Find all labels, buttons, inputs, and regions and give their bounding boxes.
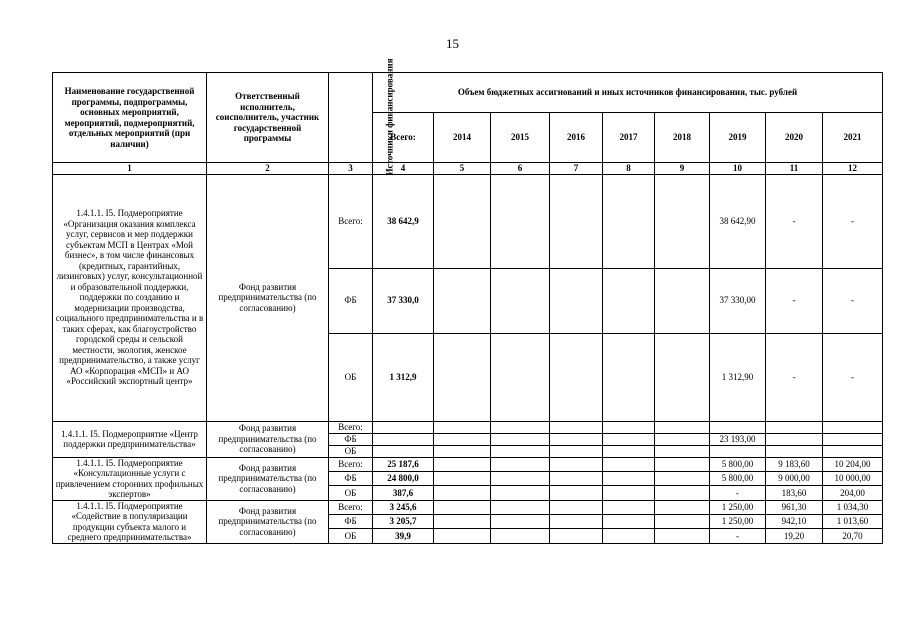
responsible-executor: Фонд развития предпринимательства (по согласованию) bbox=[207, 457, 329, 500]
value-cell-2015 bbox=[491, 500, 550, 514]
header-name: Наименование государственной программы, подпрограммы, основных мероприятий, мероприятий, подмероприятий, отдельных мероприятий (при наличии) bbox=[53, 73, 207, 163]
col-number: 7 bbox=[550, 163, 603, 175]
funding-source: ОБ bbox=[329, 486, 373, 500]
funding-source: ОБ bbox=[329, 529, 373, 543]
value-cell-2020: - bbox=[766, 268, 823, 333]
value-cell-2016 bbox=[550, 174, 603, 268]
value-cell-2018 bbox=[655, 486, 710, 500]
table-body bbox=[53, 174, 883, 543]
value-cell-2015 bbox=[491, 421, 550, 433]
total-cell: 38 642,9 bbox=[373, 174, 434, 268]
value-cell-2017 bbox=[603, 529, 655, 543]
page-number: 15 bbox=[446, 36, 459, 51]
value-cell-2015 bbox=[491, 333, 550, 421]
column-number-row bbox=[53, 163, 883, 175]
value-cell-2015 bbox=[491, 433, 550, 445]
funding-source: Всего: bbox=[329, 457, 373, 471]
value-cell-2019: 1 250,00 bbox=[710, 514, 766, 528]
value-cell-2019: 1 250,00 bbox=[710, 500, 766, 514]
value-cell-2018 bbox=[655, 333, 710, 421]
col-number: 5 bbox=[434, 163, 491, 175]
value-cell-2014 bbox=[434, 529, 491, 543]
value-cell-2019: 1 312,90 bbox=[710, 333, 766, 421]
activity-name: 1.4.1.1. I5. Подмероприятие «Содействие в популяризации продукции субъекта малого и среднего предпринимательства» bbox=[53, 500, 207, 543]
value-cell-2016 bbox=[550, 421, 603, 433]
value-cell-2020: - bbox=[766, 333, 823, 421]
value-cell-2019: 5 800,00 bbox=[710, 457, 766, 471]
value-cell-2018 bbox=[655, 500, 710, 514]
total-cell: 3 205,7 bbox=[373, 514, 434, 528]
funding-source: ФБ bbox=[329, 433, 373, 445]
value-cell-2021: 20,70 bbox=[823, 529, 883, 543]
value-cell-2015 bbox=[491, 486, 550, 500]
value-cell-2014 bbox=[434, 174, 491, 268]
value-cell-2015 bbox=[491, 457, 550, 471]
value-cell-2018 bbox=[655, 421, 710, 433]
header-year-2020: 2020 bbox=[766, 113, 823, 163]
col-number: 1 bbox=[53, 163, 207, 175]
total-cell: 39,9 bbox=[373, 529, 434, 543]
value-cell-2017 bbox=[603, 457, 655, 471]
value-cell-2021: - bbox=[823, 174, 883, 268]
value-cell-2014 bbox=[434, 500, 491, 514]
total-cell: 3 245,6 bbox=[373, 500, 434, 514]
funding-source: Всего: bbox=[329, 174, 373, 268]
total-cell: 1 312,9 bbox=[373, 333, 434, 421]
value-cell-2021: 10 204,00 bbox=[823, 457, 883, 471]
value-cell-2016 bbox=[550, 445, 603, 457]
value-cell-2020: 942,10 bbox=[766, 514, 823, 528]
value-cell-2021 bbox=[823, 445, 883, 457]
header-volume: Объем бюджетных ассигнований и иных источников финансирования, тыс. рублей bbox=[373, 73, 883, 113]
value-cell-2021: - bbox=[823, 333, 883, 421]
value-cell-2014 bbox=[434, 486, 491, 500]
value-cell-2018 bbox=[655, 174, 710, 268]
value-cell-2014 bbox=[434, 421, 491, 433]
responsible-executor: Фонд развития предпринимательства (по согласованию) bbox=[207, 500, 329, 543]
funding-source: ОБ bbox=[329, 445, 373, 457]
value-cell-2015 bbox=[491, 471, 550, 485]
value-cell-2021: 1 013,60 bbox=[823, 514, 883, 528]
funding-source: ФБ bbox=[329, 514, 373, 528]
value-cell-2019: - bbox=[710, 486, 766, 500]
value-cell-2021 bbox=[823, 421, 883, 433]
activity-name: 1.4.1.1. I5. Подмероприятие «Консультационные услуги с привлечением сторонних профильных экспертов» bbox=[53, 457, 207, 500]
total-cell: 25 187,6 bbox=[373, 457, 434, 471]
value-cell-2014 bbox=[434, 445, 491, 457]
value-cell-2014 bbox=[434, 514, 491, 528]
value-cell-2018 bbox=[655, 433, 710, 445]
value-cell-2016 bbox=[550, 500, 603, 514]
header-year-2019: 2019 bbox=[710, 113, 766, 163]
value-cell-2015 bbox=[491, 268, 550, 333]
header-year-2014: 2014 bbox=[434, 113, 491, 163]
value-cell-2016 bbox=[550, 433, 603, 445]
table-row bbox=[53, 457, 883, 471]
value-cell-2015 bbox=[491, 445, 550, 457]
total-cell: 37 330,0 bbox=[373, 268, 434, 333]
value-cell-2017 bbox=[603, 421, 655, 433]
value-cell-2018 bbox=[655, 471, 710, 485]
value-cell-2020: 19,20 bbox=[766, 529, 823, 543]
funding-source: ФБ bbox=[329, 268, 373, 333]
value-cell-2017 bbox=[603, 433, 655, 445]
value-cell-2016 bbox=[550, 486, 603, 500]
activity-name: 1.4.1.1. I5. Подмероприятие «Центр поддержки предпринимательства» bbox=[53, 421, 207, 457]
header-year-2021: 2021 bbox=[823, 113, 883, 163]
value-cell-2017 bbox=[603, 500, 655, 514]
value-cell-2015 bbox=[491, 529, 550, 543]
value-cell-2015 bbox=[491, 514, 550, 528]
col-number: 8 bbox=[603, 163, 655, 175]
value-cell-2016 bbox=[550, 529, 603, 543]
value-cell-2017 bbox=[603, 471, 655, 485]
col-number: 2 bbox=[207, 163, 329, 175]
col-number: 10 bbox=[710, 163, 766, 175]
value-cell-2021: 1 034,30 bbox=[823, 500, 883, 514]
value-cell-2014 bbox=[434, 433, 491, 445]
total-cell bbox=[373, 421, 434, 433]
value-cell-2016 bbox=[550, 333, 603, 421]
responsible-executor: Фонд развития предпринимательства (по согласованию) bbox=[207, 174, 329, 421]
value-cell-2021: 204,00 bbox=[823, 486, 883, 500]
col-number: 3 bbox=[329, 163, 373, 175]
value-cell-2017 bbox=[603, 445, 655, 457]
value-cell-2019 bbox=[710, 445, 766, 457]
funding-source: ФБ bbox=[329, 471, 373, 485]
responsible-executor: Фонд развития предпринимательства (по согласованию) bbox=[207, 421, 329, 457]
value-cell-2018 bbox=[655, 529, 710, 543]
value-cell-2019: 5 800,00 bbox=[710, 471, 766, 485]
col-number: 12 bbox=[823, 163, 883, 175]
value-cell-2017 bbox=[603, 174, 655, 268]
value-cell-2015 bbox=[491, 174, 550, 268]
table-row bbox=[53, 174, 883, 268]
value-cell-2018 bbox=[655, 457, 710, 471]
funding-source: Всего: bbox=[329, 421, 373, 433]
value-cell-2016 bbox=[550, 471, 603, 485]
col-number: 9 bbox=[655, 163, 710, 175]
header-responsible: Ответственный исполнитель, соисполнитель, участник государственной программы bbox=[207, 73, 329, 163]
value-cell-2020 bbox=[766, 433, 823, 445]
value-cell-2014 bbox=[434, 268, 491, 333]
table-row bbox=[53, 500, 883, 514]
total-cell bbox=[373, 445, 434, 457]
funding-source: ОБ bbox=[329, 333, 373, 421]
value-cell-2020 bbox=[766, 445, 823, 457]
total-cell bbox=[373, 433, 434, 445]
total-cell: 387,6 bbox=[373, 486, 434, 500]
total-cell: 24 800,0 bbox=[373, 471, 434, 485]
value-cell-2014 bbox=[434, 333, 491, 421]
value-cell-2019: - bbox=[710, 529, 766, 543]
value-cell-2017 bbox=[603, 514, 655, 528]
header-year-total: Всего: bbox=[373, 113, 434, 163]
col-number: 11 bbox=[766, 163, 823, 175]
header-year-2018: 2018 bbox=[655, 113, 710, 163]
value-cell-2020: 9 000,00 bbox=[766, 471, 823, 485]
value-cell-2017 bbox=[603, 268, 655, 333]
value-cell-2014 bbox=[434, 457, 491, 471]
col-number: 4 bbox=[373, 163, 434, 175]
header-year-2017: 2017 bbox=[603, 113, 655, 163]
value-cell-2016 bbox=[550, 514, 603, 528]
value-cell-2019: 23 193,00 bbox=[710, 433, 766, 445]
header-year-2016: 2016 bbox=[550, 113, 603, 163]
value-cell-2020 bbox=[766, 421, 823, 433]
value-cell-2018 bbox=[655, 514, 710, 528]
value-cell-2020: 183,60 bbox=[766, 486, 823, 500]
col-number: 6 bbox=[491, 163, 550, 175]
value-cell-2020: 961,30 bbox=[766, 500, 823, 514]
value-cell-2016 bbox=[550, 268, 603, 333]
table-row bbox=[53, 421, 883, 433]
value-cell-2018 bbox=[655, 268, 710, 333]
value-cell-2016 bbox=[550, 457, 603, 471]
value-cell-2021: - bbox=[823, 268, 883, 333]
value-cell-2020: 9 183,60 bbox=[766, 457, 823, 471]
value-cell-2019 bbox=[710, 421, 766, 433]
value-cell-2021: 10 000,00 bbox=[823, 471, 883, 485]
value-cell-2014 bbox=[434, 471, 491, 485]
value-cell-2017 bbox=[603, 486, 655, 500]
header-source bbox=[329, 58, 395, 176]
value-cell-2019: 37 330,00 bbox=[710, 268, 766, 333]
header-year-2015: 2015 bbox=[491, 113, 550, 163]
value-cell-2018 bbox=[655, 445, 710, 457]
value-cell-2017 bbox=[603, 333, 655, 421]
value-cell-2021 bbox=[823, 433, 883, 445]
activity-name: 1.4.1.1. I5. Подмероприятие «Организация оказания комплекса услуг, сервисов и мер поддержки субъектам МСП в Центрах «Мой бизнес», в том числе финансовых (кредитных, гарантийных, лизинговых) услуг, консультационной и образовательной поддержки, поддержки по созданию и модернизации производства, социального предпринимательства и в таких сферах, как благоустройство городской среды и сельской местности, экология, женское предпринимательство, а также услуг АО «Корпорация «МСП» и АО «Российский экспортный центр» bbox=[53, 174, 207, 421]
budget-table bbox=[52, 58, 883, 544]
value-cell-2019: 38 642,90 bbox=[710, 174, 766, 268]
funding-source: Всего: bbox=[329, 500, 373, 514]
header-source-text: Источники финансирования bbox=[384, 58, 395, 176]
value-cell-2020: - bbox=[766, 174, 823, 268]
